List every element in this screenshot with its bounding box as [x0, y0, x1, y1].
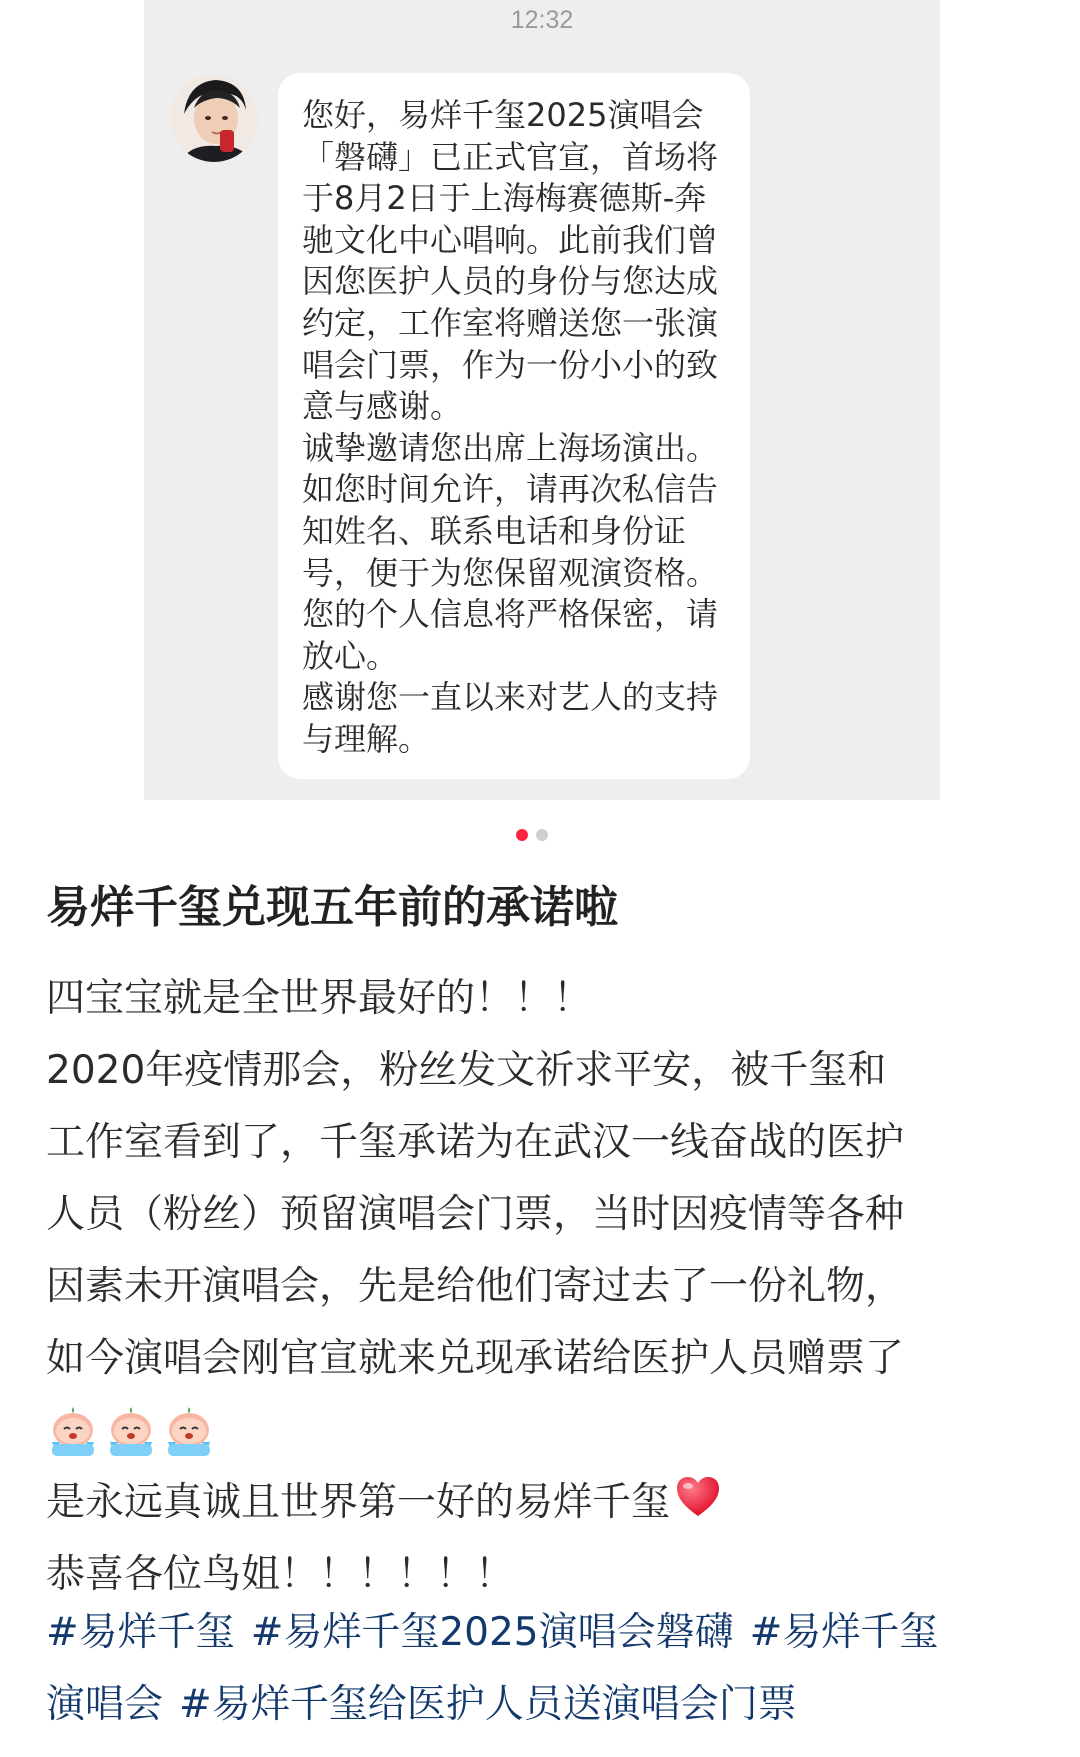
pager-dot-active[interactable] — [516, 829, 528, 841]
red-heart-icon — [674, 1473, 722, 1521]
crying-face-emoji-icon — [104, 1404, 158, 1458]
message-line: 您好，易烊千玺2025演唱会 — [302, 96, 704, 134]
message-line: 诚挚邀请您出席上海场演出。 — [302, 428, 719, 467]
avatar-portrait-icon — [170, 74, 258, 162]
post-line: 工作室看到了，千玺承诺为在武汉一线奋战的医护 — [46, 1120, 905, 1165]
message-line: 意与感谢。 — [302, 387, 463, 426]
pager-dot[interactable] — [536, 829, 548, 841]
message-screenshot[interactable] — [144, 0, 940, 800]
message-line: 如您时间允许，请再次私信告 — [302, 470, 719, 509]
post-line: 四宝宝就是全世界最好的！！！ — [46, 976, 593, 1021]
image-pager[interactable] — [516, 829, 548, 841]
post-line: 2020年疫情那会，粉丝发文祈求平安，被千玺和 — [46, 1048, 887, 1093]
hashtag-link[interactable]: #易烊千玺2025演唱会磐礴 — [250, 1610, 734, 1655]
hashtag-link[interactable]: 演唱会 — [46, 1682, 164, 1727]
message-line: 您的个人信息将严格保密，请 — [302, 595, 719, 634]
hashtag-link[interactable]: #易烊千玺 — [749, 1610, 939, 1655]
post-line: 是永远真诚且世界第一好的易烊千玺 — [46, 1480, 671, 1525]
message-line: 因您医护人员的身份与您达成 — [302, 262, 719, 301]
message-line: 与理解。 — [302, 719, 431, 758]
message-line: 「磐礴」已正式官宣，首场将 — [302, 137, 719, 176]
post-body — [46, 963, 1046, 1611]
message-bubble — [278, 73, 750, 779]
post-line: 恭喜各位鸟姐！！！！！！ — [46, 1552, 515, 1597]
crying-face-emoji-icon — [162, 1404, 216, 1458]
post-line: 人员（粉丝）预留演唱会门票，当时因疫情等各种 — [46, 1192, 905, 1237]
emoji-row — [46, 1395, 1046, 1467]
message-line: 号，便于为您保留观演资格。 — [302, 553, 719, 592]
post-line-with-heart — [46, 1467, 1046, 1539]
hashtag-link[interactable]: #易烊千玺 — [46, 1610, 235, 1655]
message-line: 放心。 — [302, 636, 399, 675]
message-line: 唱会门票，作为一份小小的致 — [302, 345, 719, 384]
sender-avatar — [170, 74, 258, 162]
post-line: 如今演唱会刚官宣就来兑现承诺给医护人员赠票了 — [46, 1336, 905, 1381]
hashtag-line — [46, 1597, 1046, 1669]
hashtag-list — [46, 1597, 1046, 1741]
message-line: 约定，工作室将赠送您一张演 — [302, 303, 719, 342]
crying-face-emoji-icon — [46, 1404, 100, 1458]
message-line: 于8月2日于上海梅赛德斯-奔 — [302, 179, 707, 218]
post-title: 易烊千玺兑现五年前的承诺啦 — [46, 882, 618, 933]
message-timestamp: 12:32 — [510, 6, 574, 34]
message-line: 感谢您一直以来对艺人的支持 — [302, 678, 719, 717]
hashtag-link[interactable]: #易烊千玺给医护人员送演唱会门票 — [179, 1682, 797, 1727]
hashtag-line — [46, 1669, 1046, 1741]
message-line: 驰文化中心唱响。此前我们曾 — [302, 220, 719, 259]
message-line: 知姓名、联系电话和身份证 — [302, 511, 687, 550]
post-line: 因素未开演唱会，先是给他们寄过去了一份礼物， — [46, 1264, 905, 1309]
